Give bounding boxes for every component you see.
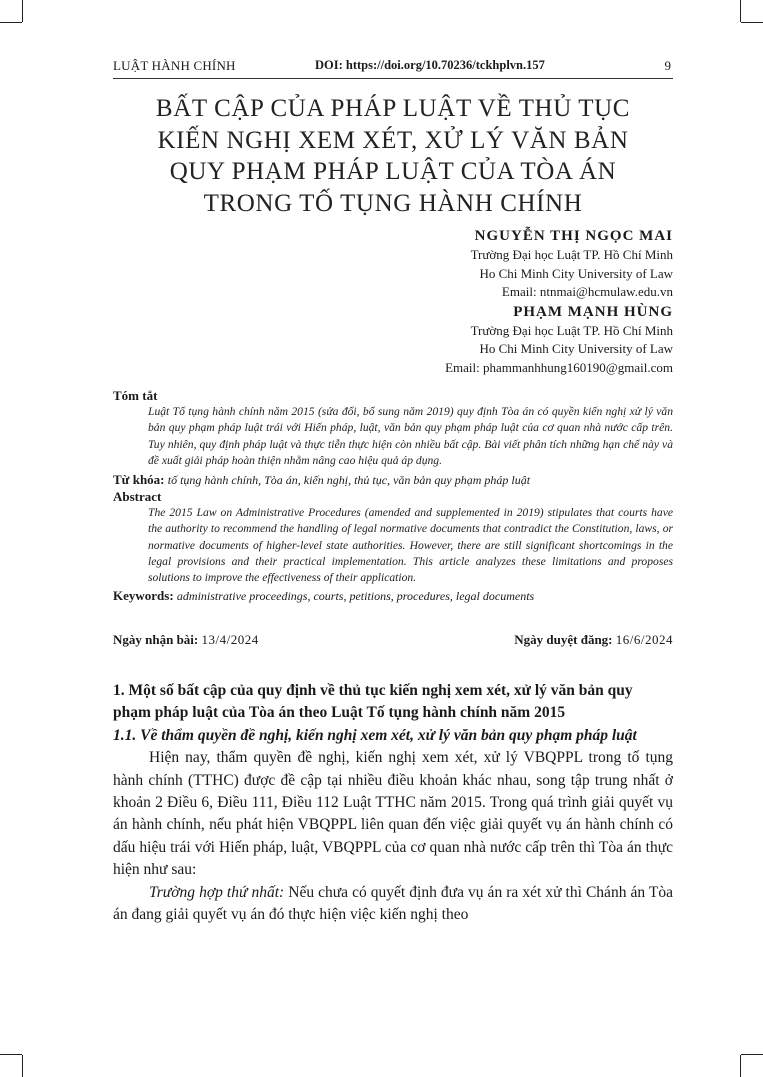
subsection-heading: 1.1. Về thẩm quyền đề nghị, kiến nghị xem xét, xử lý văn bản quy phạm pháp luật — [113, 726, 637, 744]
section-heading: 1. Một số bất cập của quy định về thủ tục kiến nghị xem xét, xử lý văn bản quy phạm pháp luật của Tòa án theo Luật Tố tụng hành chính năm 2015 — [113, 682, 633, 722]
crop-mark-top-left — [0, 22, 22, 23]
abstract-text: The 2015 Law on Administrative Procedures (amended and supplemented in 2019) stipulates that courts have the authority to recommend the handling of legal normative documents that contradict the Constitution, laws, or normative documents of higher-level state authorities. However, there are still significant shortcomings in the legal provisions and their practical implementation. This article analyzes these limitations and proposes solutions to improve the effectiveness of their application. — [148, 506, 673, 585]
accepted-label: Ngày duyệt đăng: — [514, 632, 613, 647]
title-line: QUY PHẠM PHÁP LUẬT CỦA TÒA ÁN — [169, 158, 617, 185]
author-email[interactable]: Email: ntnmai@hcmulaw.edu.vn — [501, 284, 673, 299]
crop-mark-bottom-right — [741, 1054, 763, 1055]
header-divider — [113, 78, 673, 79]
summary-section — [113, 388, 673, 605]
author-name: NGUYỄN THỊ NGỌC MAI — [474, 228, 673, 244]
author-affiliation: Trường Đại học Luật TP. Hồ Chí Minh — [470, 322, 673, 338]
accepted-value: 16/6/2024 — [615, 632, 673, 647]
page-number: 9 — [664, 58, 671, 73]
journal-section: LUẬT HÀNH CHÍNH — [113, 58, 236, 73]
body-paragraph: Hiện nay, thẩm quyền đề nghị, kiến nghị xem xét, xử lý VBQPPL trong tố tụng hành chính (TTHC) được đề cập tại nhiều điều khoản khác nhau, song tập trung nhất ở khoản 2 Điều 6, Điều 111, Điều 112 Luật TTHC năm 2015. Trong quá trình giải quyết vụ án hành chính, nếu phát hiện VBQPPL liên quan đến việc giải quyết vụ án hành chính có dấu hiệu trái với Hiến pháp, luật, VBQPPL của cơ quan nhà nước cấp trên thì Tòa án thực hiện như sau: — [113, 749, 673, 879]
case-label: Trường hợp thứ nhất: — [149, 883, 285, 901]
keywords-en-text: administrative proceedings, courts, petitions, procedures, legal documents — [176, 588, 535, 603]
crop-mark-top-left-v — [22, 0, 23, 22]
author-affiliation-en: Ho Chi Minh City University of Law — [479, 341, 673, 356]
crop-mark-bottom-left-v — [22, 1055, 23, 1077]
accepted-date — [514, 632, 673, 648]
case-text: Nếu chưa có quyết định đưa vụ án ra xét xử thì Chánh án Tòa án đang giải quyết vụ án đó thực hiện việc kiến nghị theo — [113, 883, 674, 924]
author-name: PHẠM MẠNH HÙNG — [513, 303, 673, 320]
author-email[interactable]: Email: phammanhhung160190@gmail.com — [445, 359, 673, 375]
received-label: Ngày nhận bài: — [113, 632, 199, 647]
title-line: TRONG TỐ TỤNG HÀNH CHÍNH — [203, 189, 583, 217]
received-value: 13/4/2024 — [201, 632, 259, 647]
abstract-label: Abstract — [113, 489, 162, 505]
crop-mark-top-right — [741, 22, 763, 23]
crop-mark-bottom-left — [0, 1054, 22, 1055]
title-line: KIẾN NGHỊ XEM XÉT, XỬ LÝ VĂN BẢN — [157, 126, 629, 154]
author-block — [445, 226, 673, 377]
article-title — [103, 93, 683, 219]
keywords-vi-text: tố tụng hành chính, Tòa án, kiến nghị, thủ tục, văn bản quy phạm pháp luật — [167, 473, 531, 488]
crop-mark-top-right-v — [740, 0, 741, 22]
summary-text: Luật Tố tụng hành chính năm 2015 (sửa đổi, bổ sung năm 2019) quy định Tòa án có quyền kiến nghị xử lý văn bản quy phạm pháp luật trái với Hiến pháp, luật, văn bản quy phạm pháp luật của cơ quan nhà nước cấp trên. Tuy nhiên, quy định pháp luật và thực tiễn thực hiện còn nhiều bất cập. Bài viết phân tích những hạn chế này và đề xuất giải pháp hoàn thiện nhằm nâng cao hiệu quả áp dụng. — [148, 405, 673, 467]
doi-link[interactable]: DOI: https://doi.org/10.70236/tckhplvn.157 — [315, 58, 545, 72]
article-dates — [113, 632, 673, 650]
summary-label: Tóm tắt — [113, 388, 158, 403]
body-paragraph — [113, 882, 673, 927]
crop-mark-bottom-right-v — [740, 1055, 741, 1077]
title-line: BẤT CẬP CỦA PHÁP LUẬT VỀ THỦ TỤC — [155, 95, 631, 122]
article-body — [113, 680, 673, 926]
author-affiliation-en: Ho Chi Minh City University of Law — [479, 265, 673, 281]
keywords-vi — [113, 471, 673, 489]
keywords-vi-label: Từ khóa: — [113, 472, 165, 488]
keywords-en-label: Keywords: — [113, 587, 174, 603]
running-header — [113, 58, 673, 78]
author-affiliation: Trường Đại học Luật TP. Hồ Chí Minh — [470, 247, 673, 262]
keywords-en — [113, 587, 673, 605]
received-date — [113, 632, 259, 648]
